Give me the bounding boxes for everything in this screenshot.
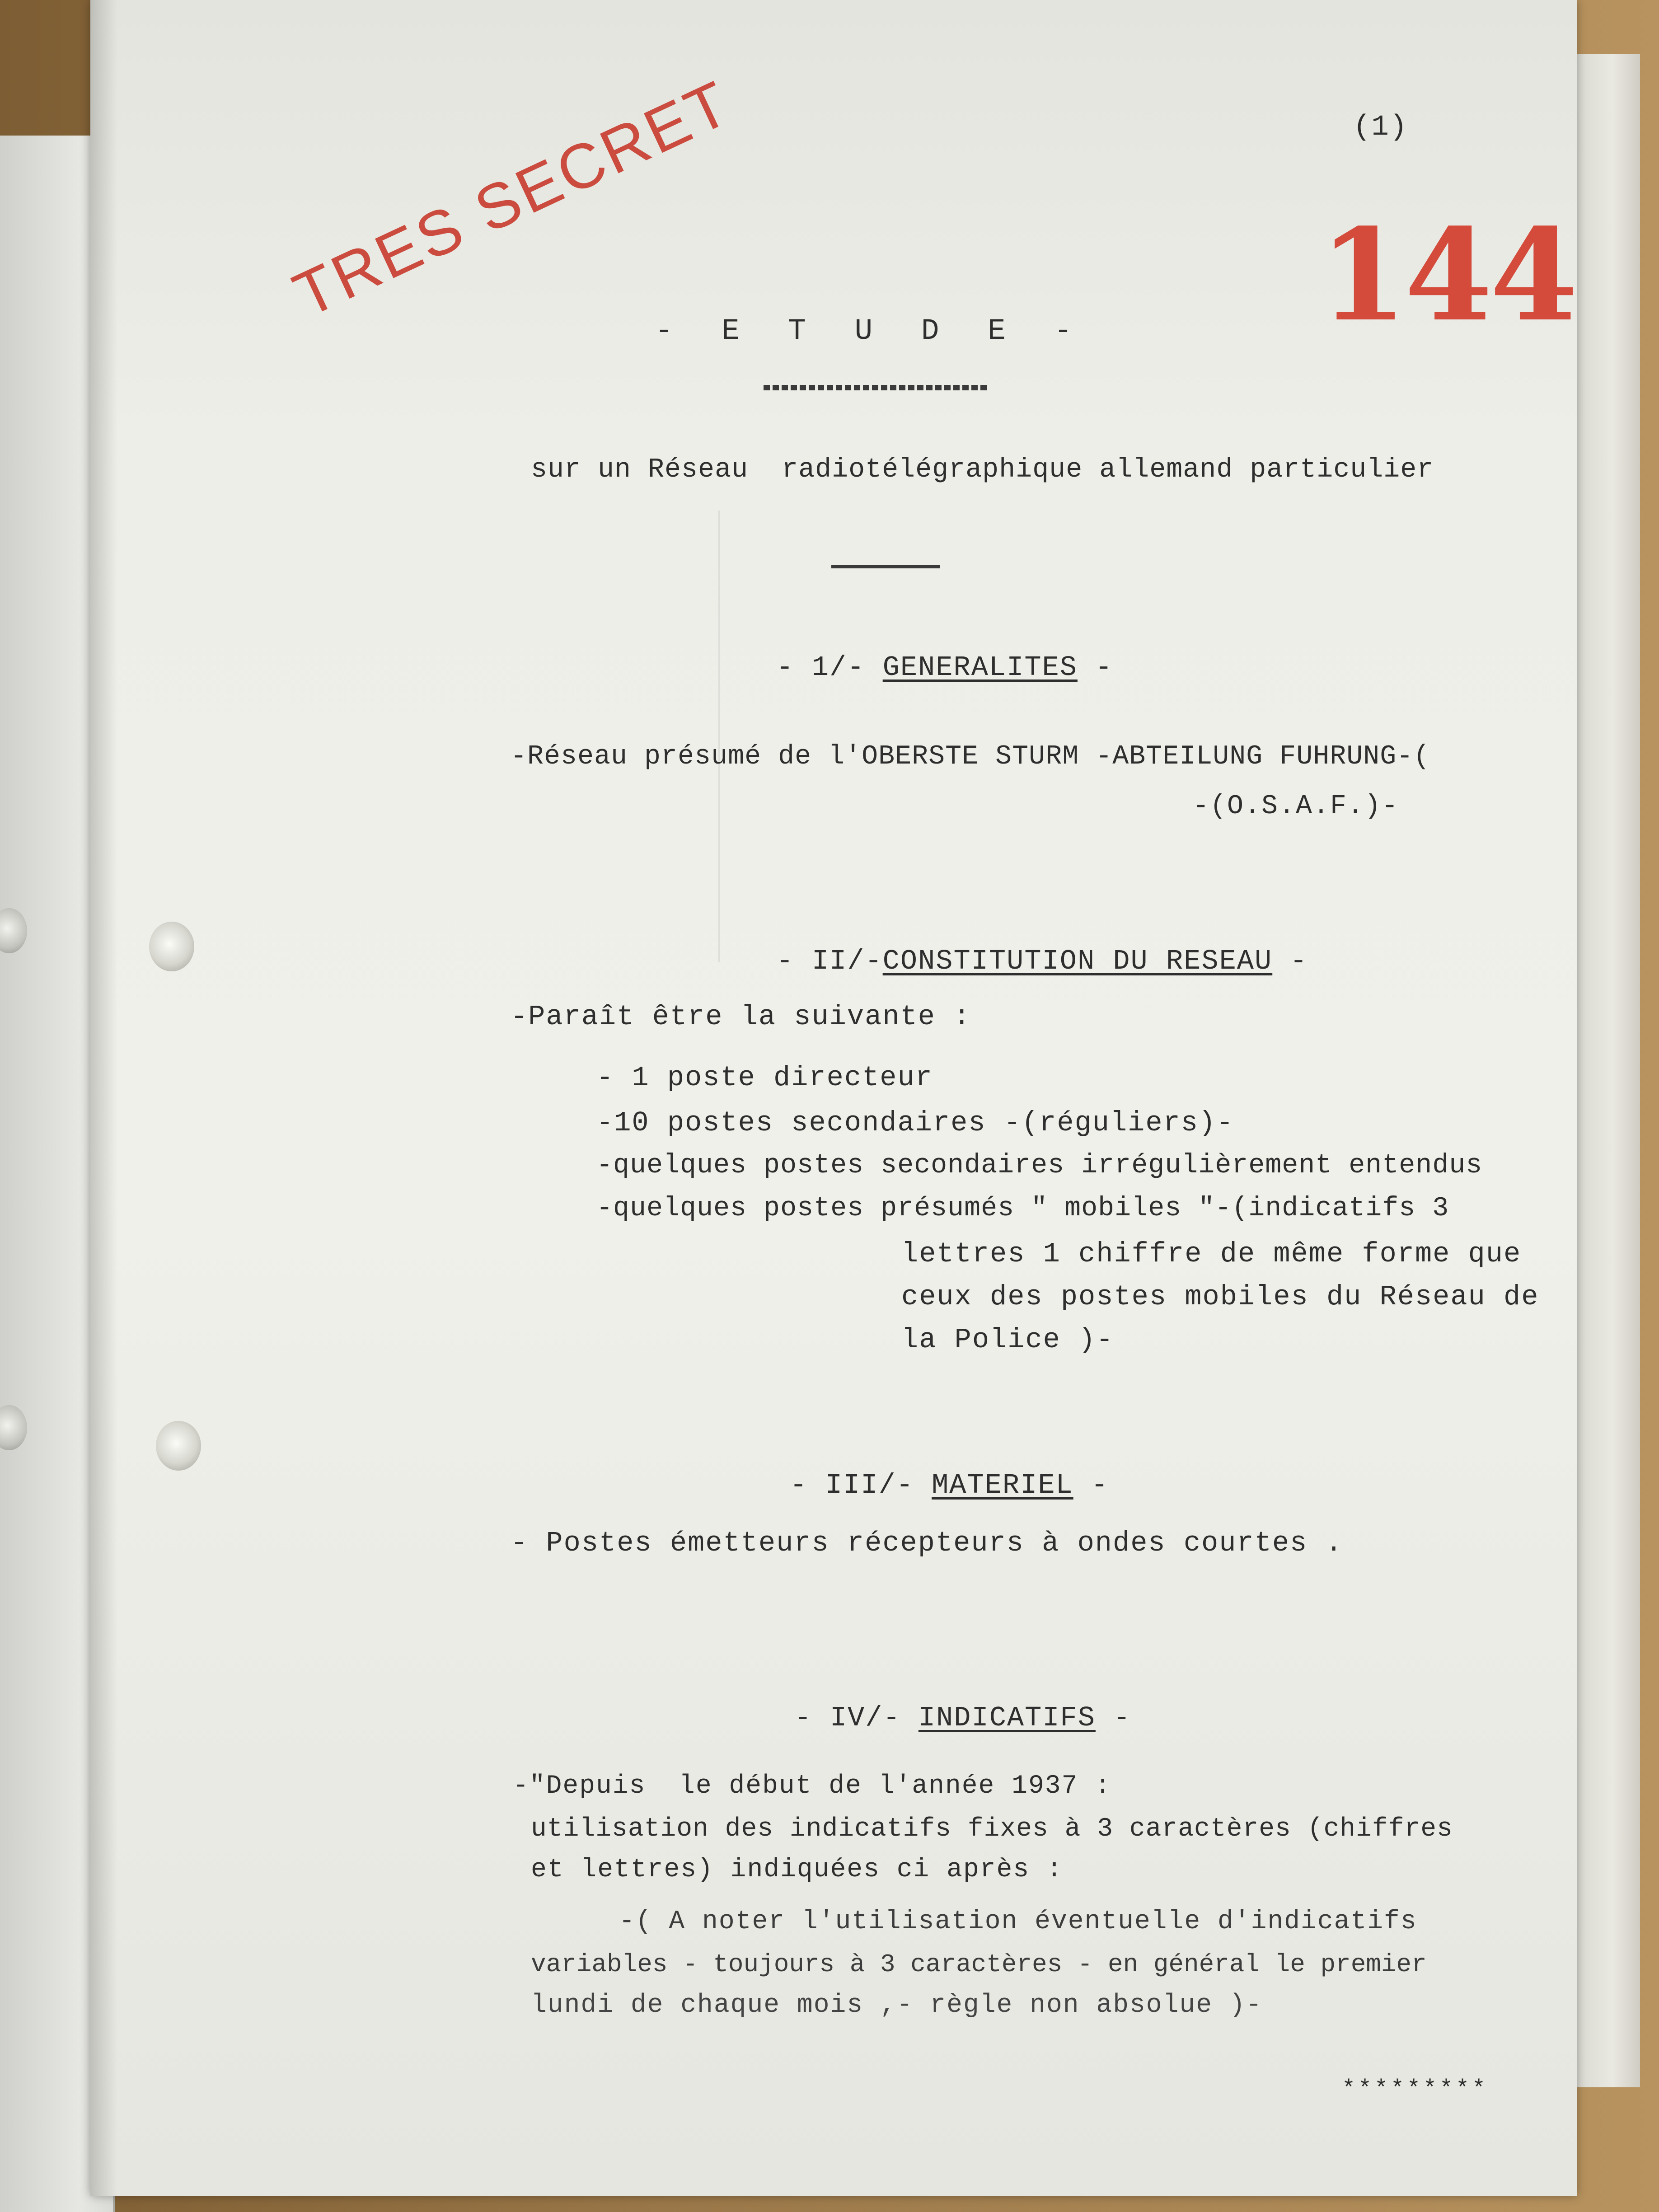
section-heading-materiel <box>755 1443 1109 1500</box>
punch-hole <box>156 1421 201 1471</box>
section-title: GENERALITES <box>882 651 1078 684</box>
body-line: -"Depuis le début de l'année 1937 : <box>513 1771 1112 1801</box>
body-line: lundi de chaque mois ,- règle non absolue )- <box>531 1991 1263 2020</box>
subtitle-separator <box>831 565 940 568</box>
section-suffix: - <box>1077 651 1113 684</box>
body-line: -(O.S.A.F.)- <box>1193 791 1399 822</box>
section-title: MATERIEL <box>932 1469 1073 1501</box>
section-title: INDICATIFS <box>918 1702 1096 1734</box>
document-subtitle: sur un Réseau radiotélégraphique allemand particulier <box>531 455 1434 485</box>
body-line: utilisation des indicatifs fixes à 3 caractères (chiffres <box>531 1814 1453 1844</box>
list-item: -10 postes secondaires -(réguliers)- <box>596 1107 1234 1139</box>
title-underline <box>764 385 989 390</box>
body-line: et lettres) indiquées ci après : <box>531 1855 1063 1884</box>
page-edge-shadow <box>90 0 117 2196</box>
list-item-continuation: lettres 1 chiffre de même forme que <box>901 1238 1522 1270</box>
body-line: -Réseau présumé de l'OBERSTE STURM -ABTEILUNG FUHRUNG-( <box>511 741 1430 772</box>
end-marks: ********* <box>1342 2076 1489 2102</box>
show-through-rule <box>718 511 720 962</box>
list-item-continuation: ceux des postes mobiles du Réseau de <box>901 1281 1539 1313</box>
body-line: variables - toujours à 3 caractères - en général le premier <box>531 1950 1427 1979</box>
section-title: CONSTITUTION DU RESEAU <box>882 945 1273 977</box>
section-heading-generalites <box>741 626 1113 682</box>
classification-stamp: TRES SECRET <box>283 66 742 331</box>
page-number: (1) <box>1353 111 1408 144</box>
section-number: - III/- <box>790 1469 932 1501</box>
list-item: -quelques postes présumés " mobiles "-(indicatifs 3 <box>596 1193 1449 1224</box>
underlying-sheet-right <box>1572 54 1640 2087</box>
document-number-stamp: 144 <box>1319 201 1575 350</box>
body-line: -( A noter l'utilisation éventuelle d'indicatifs <box>619 1907 1417 1936</box>
body-line: -Paraît être la suivante : <box>511 1001 971 1033</box>
section-suffix: - <box>1272 945 1308 977</box>
section-suffix: - <box>1073 1469 1109 1501</box>
section-suffix: - <box>1095 1702 1131 1734</box>
section-heading-indicatifs <box>759 1676 1131 1732</box>
document-title: - E T U D E - <box>655 314 1087 348</box>
list-item-continuation: la Police )- <box>901 1324 1114 1356</box>
punch-hole <box>149 922 194 971</box>
body-line: - Postes émetteurs récepteurs à ondes courtes . <box>511 1527 1343 1559</box>
section-number: - II/- <box>776 945 883 977</box>
list-item: -quelques postes secondaires irrégulièrement entendus <box>596 1150 1483 1181</box>
section-number: - IV/- <box>794 1702 919 1734</box>
section-heading-constitution <box>741 919 1308 975</box>
list-item: - 1 poste directeur <box>596 1062 933 1094</box>
section-number: - 1/- <box>776 651 883 684</box>
